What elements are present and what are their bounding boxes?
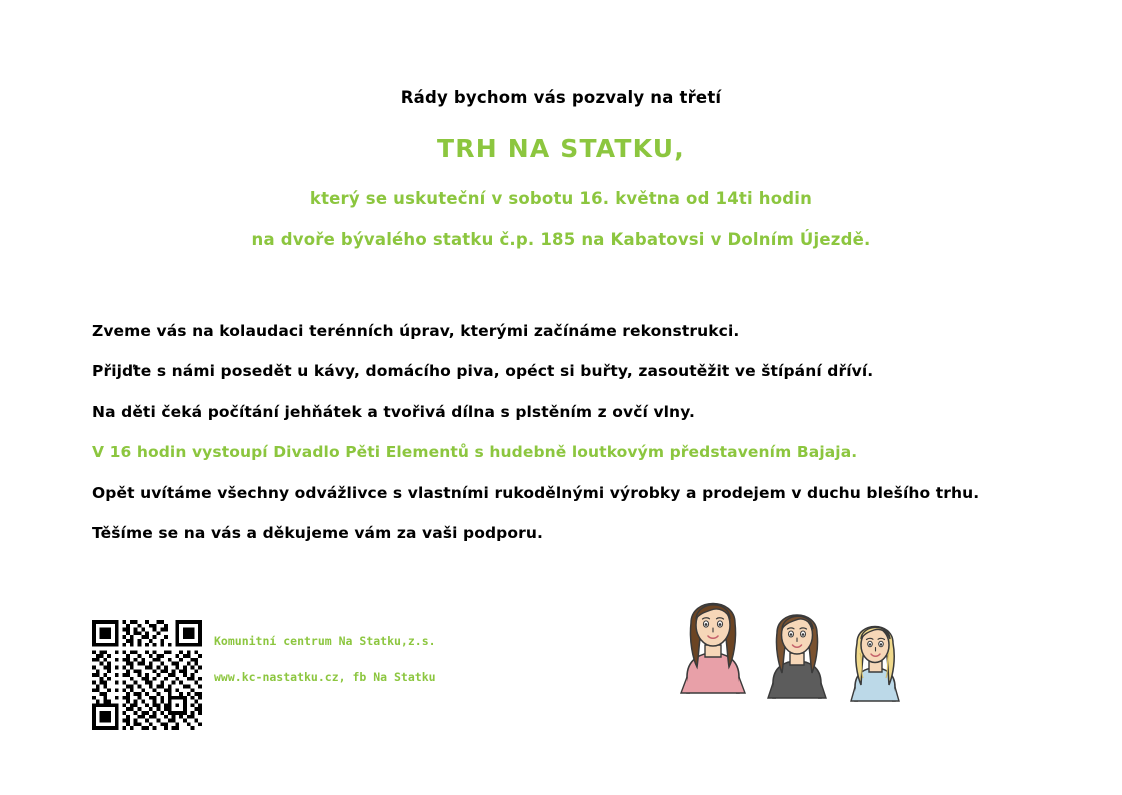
body-paragraph-3: Na děti čeká počítání jehňátek a tvořivá dílna s plstěním z ovčí vlny. [92,402,695,421]
woman-middle [768,615,826,698]
contact-line[interactable]: www.kc-nastatku.cz, fb Na Statku [214,669,436,684]
poster-body [92,322,1052,543]
body-paragraph-2: Přijďte s námi posedět u kávy, domácího piva, opéct si buřty, zasoutěžit ve štípání dříví. [92,362,874,381]
poster-header [0,88,1122,249]
qr-code-svg [92,620,202,730]
event-location-line: na dvoře bývalého statku č.p. 185 na Kabatovsi v Dolním Újezdě. [251,229,871,249]
body-paragraph-5: Opět uvítáme všechny odvážlivce s vlastními rukodělnými výrobky a prodejem v duchu blešího trhu. [92,483,980,502]
body-paragraph-6: Těšíme se na vás a děkujeme vám za vaši podporu. [92,523,543,542]
woman-left [681,604,745,694]
woman-right [851,627,899,702]
event-date-line: který se uskuteční v sobotu 16. května od 14ti hodin [309,188,813,208]
organization-name: Komunitní centrum Na Statku,z.s. [214,634,436,648]
three-women-illustration [657,583,987,713]
body-paragraph-4: V 16 hodin vystoupí Divadlo Pěti Elementů s hudebně loutkovým představením Bajaja. [92,443,858,462]
footer-contact-block [214,634,634,685]
qr-code-icon[interactable] [92,620,202,730]
poster-title: TRH NA STATKU, [436,133,685,163]
illustration-svg [657,583,937,708]
body-paragraph-1: Zveme vás na kolaudaci terénních úprav, kterými začínáme rekonstrukci. [92,322,740,340]
poster-footer [92,620,1052,750]
invitation-intro-line: Rády bychom vás pozvaly na třetí [400,88,722,107]
